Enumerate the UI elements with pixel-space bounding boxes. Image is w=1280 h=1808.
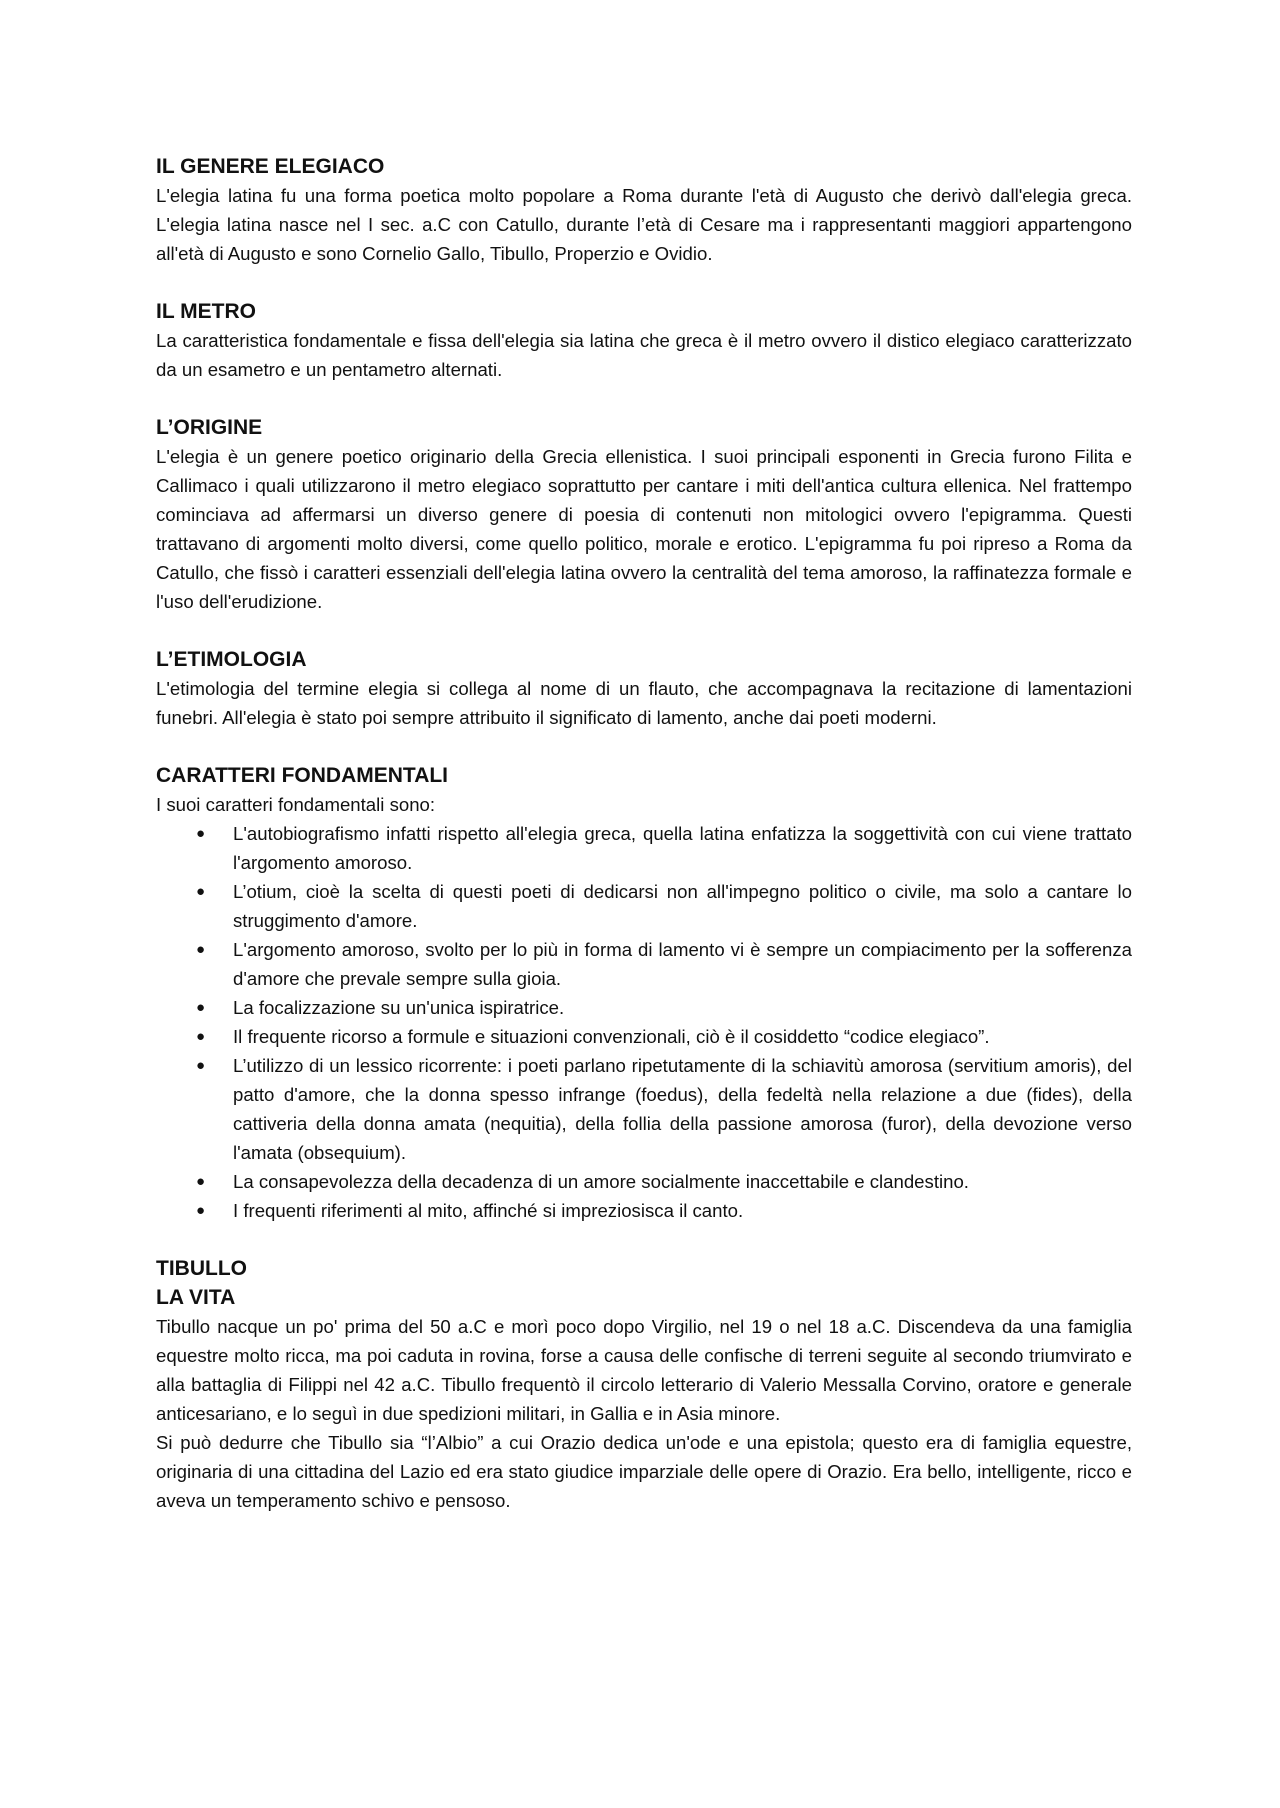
section-heading-etimologia: L’ETIMOLOGIA bbox=[156, 648, 307, 671]
document-page bbox=[156, 152, 1132, 1515]
list-item-text: Il frequente ricorso a formule e situazioni convenzionali, ciò è il cosiddetto “codice elegiaco”. bbox=[233, 1026, 990, 1047]
list-item bbox=[156, 1167, 1132, 1196]
bullet-icon: ● bbox=[196, 1028, 206, 1045]
bullet-icon: ● bbox=[196, 883, 206, 900]
list-item-text: La focalizzazione su un'unica ispiratrice. bbox=[233, 997, 565, 1018]
list-item-text: L'argomento amoroso, svolto per lo più in forma di lamento vi è sempre un compiacimento per la sofferenza d'amore che prevale sempre sulla gioia. bbox=[233, 939, 1132, 989]
list-item bbox=[156, 935, 1132, 993]
bullet-icon: ● bbox=[196, 1202, 206, 1219]
list-item bbox=[156, 1051, 1132, 1167]
section-subheading-la-vita: LA VITA bbox=[156, 1286, 236, 1309]
section-heading-tibullo: TIBULLO bbox=[156, 1257, 247, 1280]
list-item bbox=[156, 1022, 1132, 1051]
list-item-text: L’otium, cioè la scelta di questi poeti di dedicarsi non all'impegno politico o civile, ma solo a cantare lo struggimento d'amore. bbox=[233, 881, 1132, 931]
section-paragraph: Tibullo nacque un po' prima del 50 a.C e morì poco dopo Virgilio, nel 19 o nel 18 a.C. Discendeva da una famiglia equestre molto ricca, ma poi caduta in rovina, forse a causa delle confische di terreni seguite al secondo triumvirato e alla battaglia di Filippi nel 42 a.C. Tibullo frequentò il circolo letterario di Valerio Messalla Corvino, oratore e generale anticesariano, e lo seguì in due spedizioni militari, in Gallia e in Asia minore. bbox=[156, 1316, 1132, 1424]
list-item-text: La consapevolezza della decadenza di un amore socialmente inaccettabile e clandestino. bbox=[233, 1171, 969, 1192]
section-heading-genere-elegiaco: IL GENERE ELEGIACO bbox=[156, 155, 385, 178]
section-paragraph: L'elegia è un genere poetico originario della Grecia ellenistica. I suoi principali esponenti in Grecia furono Filita e Callimaco i quali utilizzarono il metro elegiaco soprattutto per cantare i miti dell'antica cultura ellenica. Nel frattempo cominciava ad affermarsi un diverso genere di poesia di contenuti non mitologici ovvero l'epigramma. Questi trattavano di argomenti molto diversi, come quello politico, morale e erotico. L'epigramma fu poi ripreso a Roma da Catullo, che fissò i caratteri essenziali dell'elegia latina ovvero la centralità del tema amoroso, la raffinatezza formale e l'uso dell'erudizione. bbox=[156, 446, 1132, 612]
bullet-icon: ● bbox=[196, 825, 206, 842]
list-item bbox=[156, 993, 1132, 1022]
bullet-icon: ● bbox=[196, 1057, 206, 1074]
section-heading-metro: IL METRO bbox=[156, 300, 256, 323]
section-gap bbox=[156, 1225, 1132, 1254]
section-heading-origine: L’ORIGINE bbox=[156, 416, 263, 439]
bullet-icon: ● bbox=[196, 941, 206, 958]
section-paragraph: L'elegia latina fu una forma poetica molto popolare a Roma durante l'età di Augusto che derivò dall'elegia greca. L'elegia latina nasce nel I sec. a.C con Catullo, durante l’età di Cesare ma i rappresentanti maggiori appartengono all'età di Augusto e sono Cornelio Gallo, Tibullo, Properzio e Ovidio. bbox=[156, 185, 1132, 264]
list-intro: I suoi caratteri fondamentali sono: bbox=[156, 794, 436, 815]
bullet-icon: ● bbox=[196, 999, 206, 1016]
section-heading-caratteri-fondamentali: CARATTERI FONDAMENTALI bbox=[156, 764, 449, 787]
section-paragraph: Si può dedurre che Tibullo sia “l’Albio” a cui Orazio dedica un'ode e una epistola; questo era di famiglia equestre, originaria di una cittadina del Lazio ed era stato giudice imparziale delle opere di Orazio. Era bello, intelligente, ricco e aveva un temperamento schivo e pensoso. bbox=[156, 1432, 1132, 1511]
list-item-text: L'autobiografismo infatti rispetto all'elegia greca, quella latina enfatizza la soggettività con cui viene trattato l'argomento amoroso. bbox=[233, 823, 1132, 873]
section-gap bbox=[156, 616, 1132, 645]
section-gap bbox=[156, 732, 1132, 761]
list-item bbox=[156, 819, 1132, 877]
list-item bbox=[156, 877, 1132, 935]
section-gap bbox=[156, 268, 1132, 297]
bullet-icon: ● bbox=[196, 1173, 206, 1190]
list-item bbox=[156, 1196, 1132, 1225]
section-paragraph: L'etimologia del termine elegia si collega al nome di un flauto, che accompagnava la recitazione di lamentazioni funebri. All'elegia è stato poi sempre attribuito il significato di lamento, anche dai poeti moderni. bbox=[156, 678, 1132, 728]
section-paragraph: La caratteristica fondamentale e fissa dell'elegia sia latina che greca è il metro ovvero il distico elegiaco caratterizzato da un esametro e un pentametro alternati. bbox=[156, 330, 1132, 380]
section-gap bbox=[156, 384, 1132, 413]
list-item-text: I frequenti riferimenti al mito, affinché si impreziosisca il canto. bbox=[233, 1200, 744, 1221]
characteristics-list bbox=[156, 819, 1132, 1225]
list-item-text: L’utilizzo di un lessico ricorrente: i poeti parlano ripetutamente di la schiavitù amorosa (servitium amoris), del patto d'amore, che la donna spesso infrange (foedus), della fedeltà nella relazione a due (fides), della cattiveria della donna amata (nequitia), della follia della passione amorosa (furor), della devozione verso l'amata (obsequium). bbox=[233, 1055, 1132, 1163]
